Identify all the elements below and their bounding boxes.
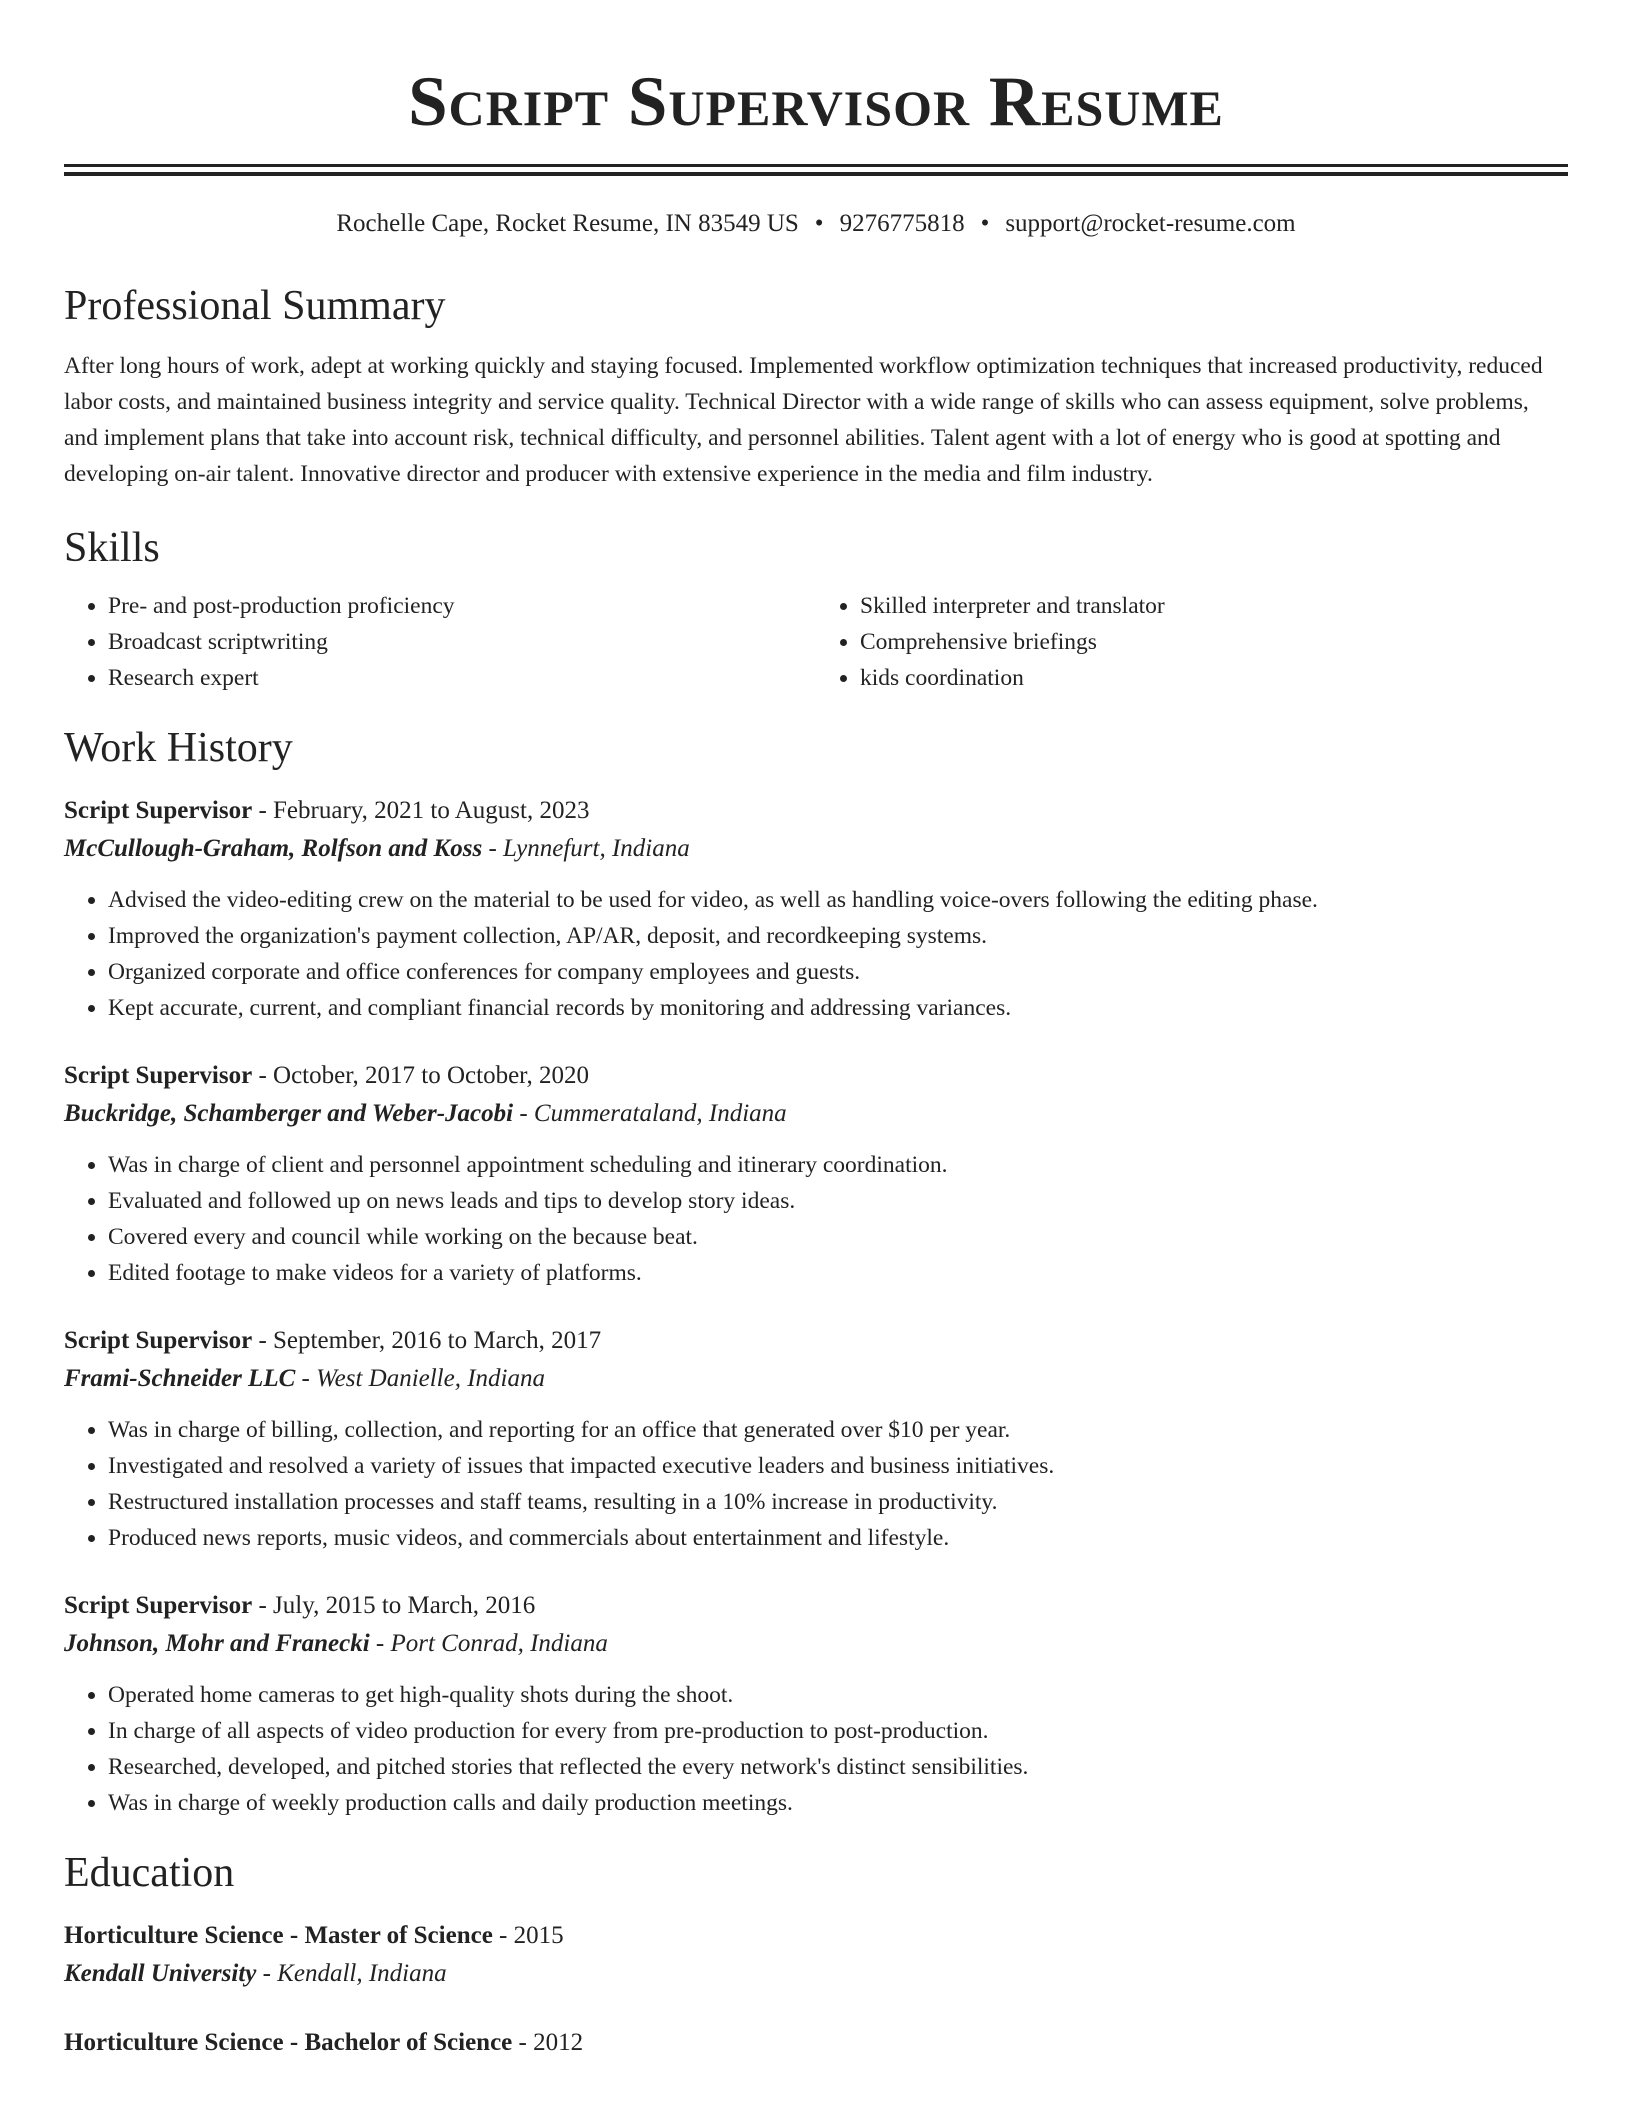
job-role: Script Supervisor <box>64 1592 253 1619</box>
job-bullet: • Operated home cameras to get high-quality shots during the shoot. <box>108 1677 1568 1713</box>
skills-column-left <box>64 588 816 696</box>
job-dates: - September, 2016 to March, 2017 <box>252 1327 602 1354</box>
job-entry <box>64 1587 1568 1821</box>
job-dates: - October, 2017 to October, 2020 <box>252 1062 590 1089</box>
skill-item: • Skilled interpreter and translator <box>860 588 1568 624</box>
job-bullet: • Restructured installation processes and staff teams, resulting in a 10% increase in productivity. <box>108 1484 1568 1520</box>
job-bullet: • Improved the organization's payment collection, AP/AR, deposit, and recordkeeping systems. <box>108 918 1568 954</box>
job-bullet: • Advised the video-editing crew on the material to be used for video, as well as handling voice-overs following the editing phase. <box>108 882 1568 918</box>
job-bullet: • Produced news reports, music videos, and commercials about entertainment and lifestyle. <box>108 1520 1568 1556</box>
job-entry <box>64 792 1568 1026</box>
skill-item: • Research expert <box>108 660 816 696</box>
work-history-heading: Work History <box>64 725 293 771</box>
skills-list <box>64 588 1568 696</box>
job-company: Johnson, Mohr and Franecki <box>64 1630 370 1657</box>
education-degree: Horticulture Science - Bachelor of Science <box>64 2029 513 2056</box>
education-school: Kendall University <box>64 1960 257 1987</box>
job-company: Frami-Schneider LLC <box>64 1365 296 1392</box>
education-year: - 2015 <box>492 1922 564 1949</box>
education-year: - 2012 <box>512 2029 584 2056</box>
job-location: - Port Conrad, Indiana <box>369 1630 608 1657</box>
education-entry <box>64 2024 1568 2062</box>
skills-column-right <box>816 588 1568 696</box>
job-bullet: • Was in charge of billing, collection, and reporting for an office that generated over $10 per year. <box>108 1412 1568 1448</box>
job-company: Buckridge, Schamberger and Weber-Jacobi <box>64 1100 514 1127</box>
job-location: - Cummerataland, Indiana <box>513 1100 787 1127</box>
summary-heading: Professional Summary <box>64 283 446 329</box>
separator-dot: • <box>980 210 990 237</box>
job-bullet: • Was in charge of weekly production calls and daily production meetings. <box>108 1785 1568 1821</box>
job-role: Script Supervisor <box>64 1062 253 1089</box>
skills-heading: Skills <box>64 525 160 571</box>
job-role: Script Supervisor <box>64 797 253 824</box>
resume-page <box>64 0 1568 2062</box>
job-bullets <box>64 1147 1568 1291</box>
education-entry <box>64 1917 1568 1993</box>
job-bullet: • Edited footage to make videos for a variety of platforms. <box>108 1255 1568 1291</box>
contact-email: support@rocket-resume.com <box>1005 210 1296 237</box>
education-degree: Horticulture Science - Master of Science <box>64 1922 493 1949</box>
job-location: - West Danielle, Indiana <box>295 1365 545 1392</box>
education-heading: Education <box>64 1850 235 1896</box>
job-bullet: • Investigated and resolved a variety of issues that impacted executive leaders and business initiatives. <box>108 1448 1568 1484</box>
job-bullet: • Organized corporate and office conferences for company employees and guests. <box>108 954 1568 990</box>
job-bullets <box>64 1677 1568 1821</box>
skill-item: • kids coordination <box>860 660 1568 696</box>
job-bullet: • Kept accurate, current, and compliant financial records by monitoring and addressing variances. <box>108 990 1568 1026</box>
job-role: Script Supervisor <box>64 1327 253 1354</box>
skill-item: • Pre- and post-production proficiency <box>108 588 816 624</box>
job-bullets <box>64 1412 1568 1556</box>
separator-dot: • <box>814 210 824 237</box>
title-divider <box>64 164 1568 176</box>
summary-text: After long hours of work, adept at working quickly and staying focused. Implemented workflow optimization techniques that increased productivity, reduced labor costs, and maintained business integrity and service quality. Technical Director with a wide range of skills who can assess equipment, solve problems, and implement plans that take into account risk, technical difficulty, and personnel abilities. Talent agent with a lot of energy who is good at spotting and developing on-air talent. Innovative director and producer with extensive experience in the media and film industry. <box>64 353 1543 487</box>
job-company: McCullough-Graham, Rolfson and Koss <box>64 835 483 862</box>
resume-title: Script Supervisor Resume <box>408 63 1224 141</box>
job-entry <box>64 1057 1568 1291</box>
skill-item: • Comprehensive briefings <box>860 624 1568 660</box>
job-dates: - February, 2021 to August, 2023 <box>252 797 590 824</box>
job-bullets <box>64 882 1568 1026</box>
contact-line <box>64 208 1568 240</box>
job-location: - Lynnefurt, Indiana <box>482 835 690 862</box>
job-entry <box>64 1322 1568 1556</box>
job-bullet: • Researched, developed, and pitched stories that reflected the every network's distinct sensibilities. <box>108 1749 1568 1785</box>
skill-item: • Broadcast scriptwriting <box>108 624 816 660</box>
job-dates: - July, 2015 to March, 2016 <box>252 1592 536 1619</box>
job-bullet: • In charge of all aspects of video production for every from pre-production to post-production. <box>108 1713 1568 1749</box>
contact-phone: 9276775818 <box>839 210 965 237</box>
job-bullet: • Evaluated and followed up on news leads and tips to develop story ideas. <box>108 1183 1568 1219</box>
education-location: - Kendall, Indiana <box>256 1960 447 1987</box>
job-bullet: • Covered every and council while working on the because beat. <box>108 1219 1568 1255</box>
job-bullet: • Was in charge of client and personnel appointment scheduling and itinerary coordination. <box>108 1147 1568 1183</box>
contact-address: Rochelle Cape, Rocket Resume, IN 83549 US <box>336 210 799 237</box>
